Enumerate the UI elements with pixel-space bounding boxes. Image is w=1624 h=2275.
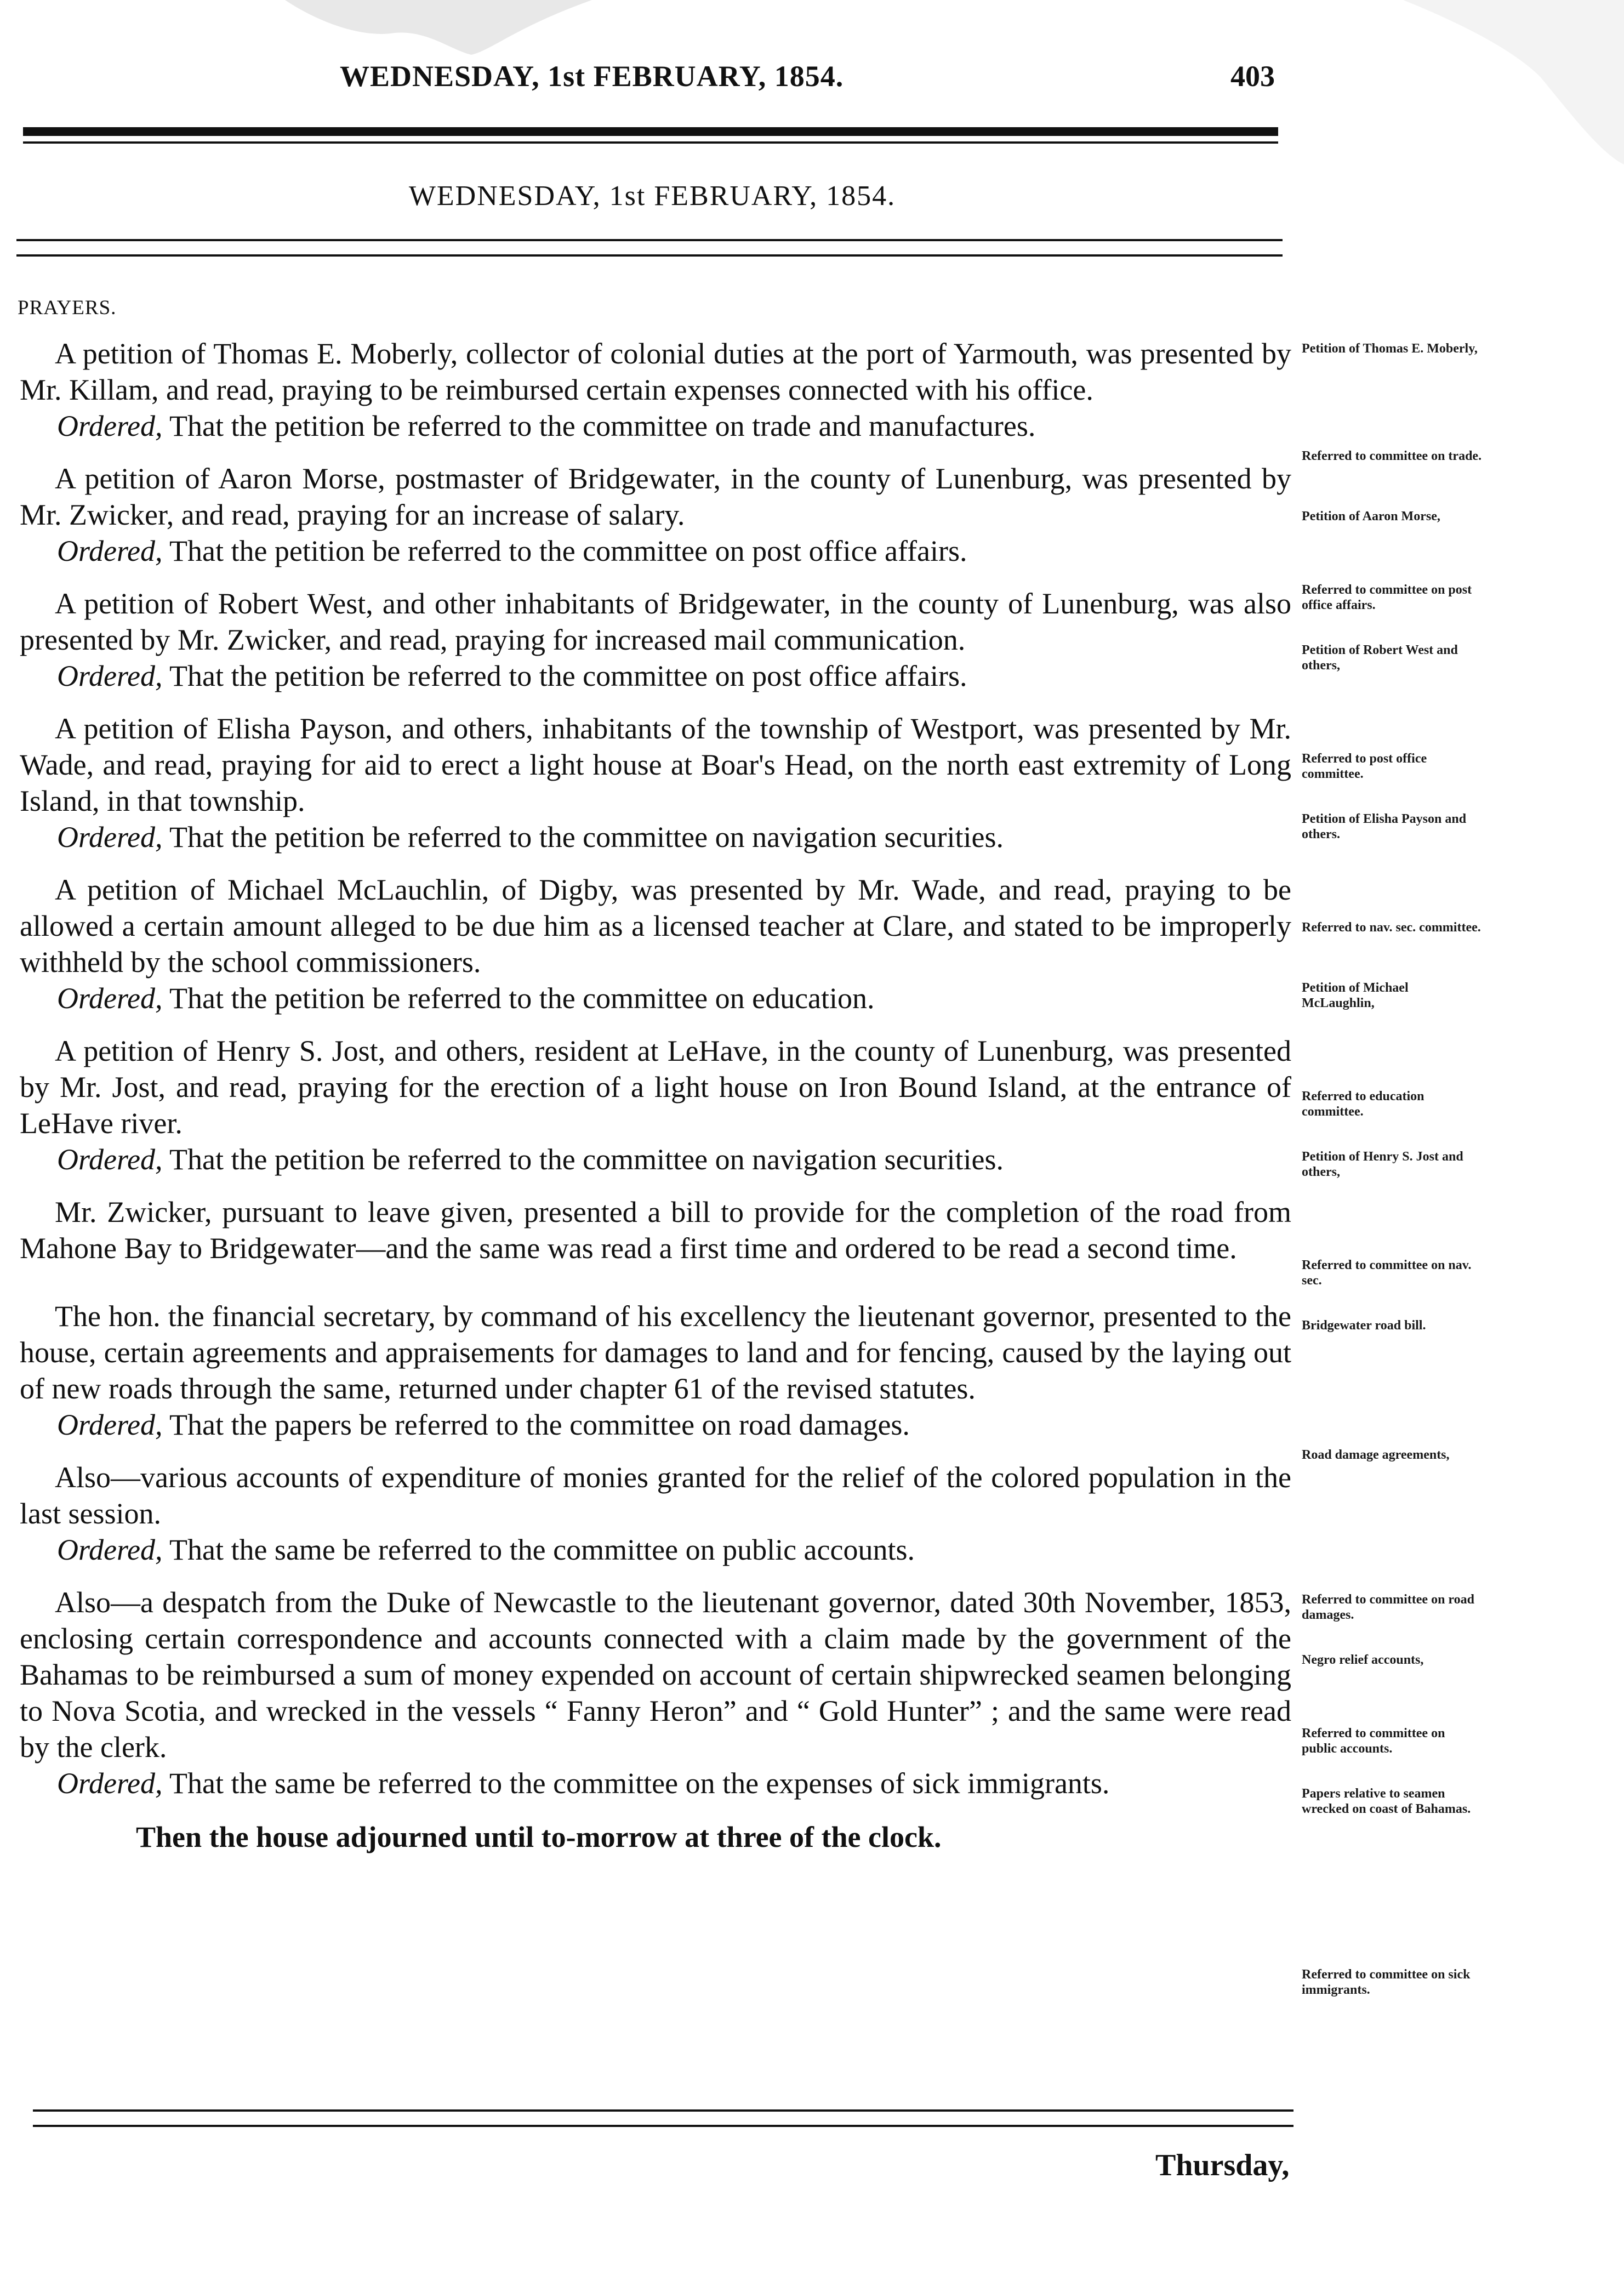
order-text: That the petition be referred to the committee on navigation securities. bbox=[169, 821, 1004, 854]
order-line bbox=[20, 1407, 1291, 1443]
margin-note: Referred to post office committee. bbox=[1302, 752, 1427, 781]
margin-note: Referred to committee on post office affairs. bbox=[1302, 583, 1472, 612]
order-label: Ordered, bbox=[57, 659, 163, 692]
entry-text: Also—a despatch from the Duke of Newcastle to the lieutenant governor, dated 30th November, 1853, enclosing certain correspondence and accounts connected with a claim made by the government of the Bahamas to be reimbursed a sum of money expended on account of certain shipwrecked seamen belonging to Nova Scotia, and wrecked in the vessels “ Fanny Heron” and “ Gold Hunter” ; and the same were read by the clerk. bbox=[20, 1586, 1291, 1764]
adjournment-line: Then the house adjourned until to-morrow at three of the clock. bbox=[136, 1821, 942, 1853]
heading-rule-top bbox=[16, 239, 1283, 241]
proceedings-body bbox=[20, 335, 1291, 1855]
entry-text: Also—various accounts of expenditure of monies granted for the relief of the colored population in the last session. bbox=[20, 1461, 1291, 1530]
header-rule-thin bbox=[23, 141, 1278, 144]
print-blemish bbox=[285, 0, 592, 55]
header-rule bbox=[23, 127, 1278, 136]
order-text: That the petition be referred to the committee on post office affairs. bbox=[169, 659, 967, 692]
order-label: Ordered, bbox=[57, 1533, 163, 1566]
margin-note: Referred to committee on trade. bbox=[1302, 449, 1482, 463]
margin-note: Petition of Henry S. Jost and others, bbox=[1302, 1150, 1463, 1179]
margin-note: Referred to committee on public accounts. bbox=[1302, 1726, 1445, 1756]
order-line bbox=[20, 980, 1291, 1016]
order-text: That the petition be referred to the committee on education. bbox=[169, 982, 875, 1015]
running-head: WEDNESDAY, 1st FEBRUARY, 1854. bbox=[340, 60, 844, 93]
print-blemish-right bbox=[1403, 0, 1624, 208]
order-label: Ordered, bbox=[57, 534, 163, 567]
entry-text: A petition of Aaron Morse, postmaster of Bridgewater, in the county of Lunenburg, was presented by Mr. Zwicker, and read, praying for an increase of salary. bbox=[20, 462, 1291, 531]
entry-text: Mr. Zwicker, pursuant to leave given, presented a bill to provide for the completion of the road from Mahone Bay to Bridgewater—and the same was read a first time and ordered to be read a second time. bbox=[20, 1196, 1291, 1265]
entry-text: A petition of Thomas E. Moberly, collector of colonial duties at the port of Yarmouth, was presented by Mr. Killam, and read, praying to be reimbursed certain expenses connected with his office. bbox=[20, 337, 1291, 406]
margin-note: Referred to committee on sick immigrants. bbox=[1302, 1967, 1471, 1997]
order-label: Ordered, bbox=[57, 410, 163, 442]
margin-note: Negro relief accounts, bbox=[1302, 1653, 1424, 1667]
page-number: 403 bbox=[1230, 60, 1275, 93]
margin-note: Referred to nav. sec. committee. bbox=[1302, 920, 1481, 935]
order-label: Ordered, bbox=[57, 1408, 163, 1441]
order-line bbox=[20, 533, 1291, 569]
margin-note: Bridgewater road bill. bbox=[1302, 1318, 1426, 1333]
entry-text: A petition of Michael McLauchlin, of Digby, was presented by Mr. Wade, and read, praying to be allowed a certain amount alleged to be due him as a licensed teacher at Clare, and stated to be improperly withheld by the school commissioners. bbox=[20, 873, 1291, 979]
entry-text: The hon. the financial secretary, by command of his excellency the lieutenant governor, presented to the house, certain agreements and appraisements for damages to land and for fencing, caused by the laying out of new roads through the same, returned under chapter 61 of the revised statutes. bbox=[20, 1300, 1291, 1405]
day-heading: WEDNESDAY, 1st FEBRUARY, 1854. bbox=[408, 180, 896, 212]
order-line bbox=[20, 408, 1291, 444]
order-line bbox=[20, 658, 1291, 694]
margin-note: Referred to committee on road damages. bbox=[1302, 1593, 1474, 1622]
entry-text: A petition of Robert West, and other inhabitants of Bridgewater, in the county of Lunenburg, was also presented by Mr. Zwicker, and read, praying for increased mail communication. bbox=[20, 587, 1291, 656]
order-line bbox=[20, 819, 1291, 855]
order-text: That the papers be referred to the committee on road damages. bbox=[169, 1408, 910, 1441]
order-label: Ordered, bbox=[57, 1143, 163, 1176]
margin-note: Road damage agreements, bbox=[1302, 1448, 1450, 1462]
margin-note: Papers relative to seamen wrecked on coast of Bahamas. bbox=[1302, 1787, 1471, 1816]
order-line bbox=[20, 1532, 1291, 1568]
margin-note: Petition of Michael McLaughlin, bbox=[1302, 981, 1409, 1010]
order-text: That the same be referred to the committee on the expenses of sick immigrants. bbox=[169, 1767, 1110, 1800]
entry-text: A petition of Elisha Payson, and others, inhabitants of the township of Westport, was presented by Mr. Wade, and read, praying for aid to erect a light house at Boar's Head, on the north east extremity of Long Island, in that township. bbox=[20, 712, 1291, 817]
order-text: That the same be referred to the committee on public accounts. bbox=[169, 1533, 915, 1566]
order-label: Ordered, bbox=[57, 821, 163, 854]
entry-text: A petition of Henry S. Jost, and others, resident at LeHave, in the county of Lunenburg, was presented by Mr. Jost, and read, praying for the erection of a light house on Iron Bound Island, at the entrance of LeHave river. bbox=[20, 1034, 1291, 1140]
margin-note: Petition of Thomas E. Moberly, bbox=[1302, 342, 1478, 356]
margin-note: Petition of Robert West and others, bbox=[1302, 643, 1458, 673]
order-line bbox=[20, 1141, 1291, 1178]
margin-note: Referred to education committee. bbox=[1302, 1089, 1424, 1119]
order-line bbox=[20, 1765, 1291, 1801]
order-text: That the petition be referred to the committee on navigation securities. bbox=[169, 1143, 1004, 1176]
order-label: Ordered, bbox=[57, 982, 163, 1015]
margin-note: Petition of Elisha Payson and others. bbox=[1302, 812, 1467, 841]
footer-rule-bottom bbox=[33, 2125, 1293, 2127]
margin-note: Petition of Aaron Morse, bbox=[1302, 509, 1440, 524]
order-text: That the petition be referred to the committee on trade and manufactures. bbox=[169, 410, 1036, 442]
catchword: Thursday, bbox=[1155, 2148, 1290, 2182]
footer-rule-top bbox=[33, 2109, 1293, 2112]
order-label: Ordered, bbox=[57, 1767, 163, 1800]
prayers-label: PRAYERS. bbox=[18, 297, 117, 319]
margin-note: Referred to committee on nav. sec. bbox=[1302, 1258, 1472, 1288]
order-text: That the petition be referred to the committee on post office affairs. bbox=[169, 534, 967, 567]
heading-rule-bottom bbox=[16, 254, 1283, 257]
